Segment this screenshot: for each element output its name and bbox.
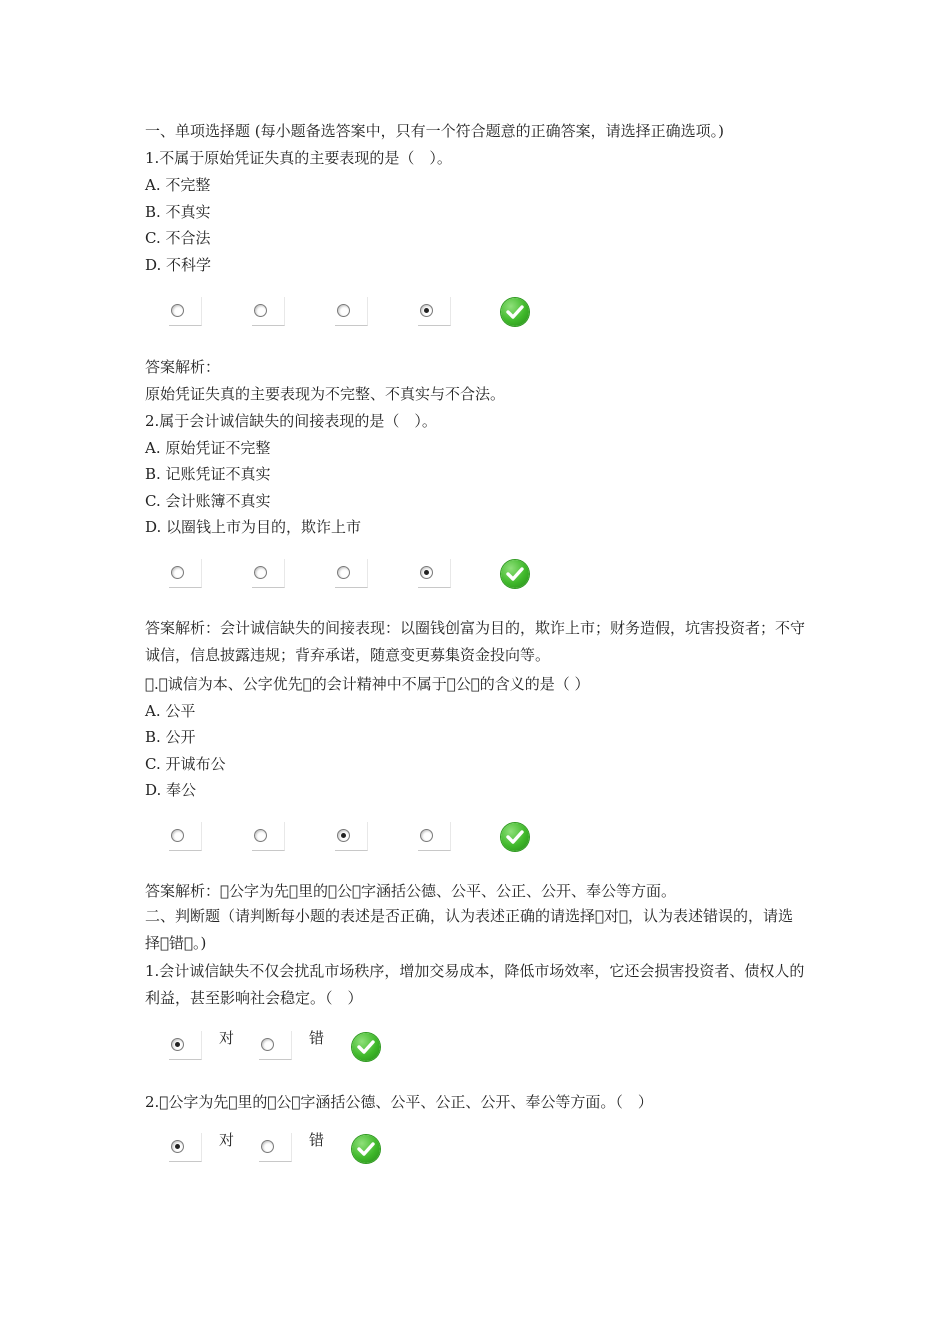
tf2-stem: 2. 公字为先 里的 公 字涵括公德、公平、公正、公开、奉公等方面。（ ） [145, 1093, 653, 1111]
q1-radio-c[interactable] [335, 297, 368, 326]
check-circle-icon [501, 823, 529, 851]
q1-explanation-label: 答案解析： [145, 358, 221, 376]
radio-button-icon [420, 304, 433, 317]
q2-explanation: 答案解析：会计诚信缺失的间接表现：以圈钱创富为目的，欺诈上市；财务造假，坑害投资者；不守诚信，信息披露违规；背弃承诺，随意变更募集资金投向等。 [145, 619, 806, 664]
radio-button-icon [254, 304, 267, 317]
radio-button-icon [337, 566, 350, 579]
q2-radio-c[interactable] [335, 559, 368, 588]
q1-radio-a[interactable] [169, 297, 202, 326]
q3-option-a: A. 公平 [145, 702, 196, 720]
q3-stem:  . 诚信为本、公字优先 的会计精神中不属于 公 的含义的是（ ） [145, 675, 590, 693]
q3-option-d: D. 奉公 [145, 781, 197, 799]
q1-radio-d[interactable] [418, 297, 451, 326]
q1-option-a: A. 不完整 [145, 176, 211, 194]
q3-option-b: B. 公开 [145, 728, 196, 746]
q1-option-c: C. 不合法 [145, 229, 211, 247]
tf1-stem: 1.会计诚信缺失不仅会扰乱市场秩序，增加交易成本，降低市场效率，它还会损害投资者、债权人的利益，甚至影响社会稳定。（ ） [145, 962, 805, 1007]
radio-button-icon [337, 304, 350, 317]
radio-button-icon [420, 566, 433, 579]
q2-answer-row [169, 559, 629, 595]
radio-button-icon [171, 1140, 184, 1153]
q3-explanation: 答案解析： 公字为先 里的 公 字涵括公德、公平、公正、公开、奉公等方面。 [145, 882, 677, 900]
q3-option-c: C. 开诚布公 [145, 755, 226, 773]
check-circle-icon [352, 1135, 380, 1163]
radio-button-icon [337, 829, 350, 842]
tf1-answer-row [169, 1027, 629, 1063]
q1-stem: 1.不属于原始凭证失真的主要表现的是（ ）。 [145, 149, 452, 167]
radio-button-icon [254, 829, 267, 842]
q3-radio-d[interactable] [418, 822, 451, 851]
section2-header: 二、判断题（请判断每小题的表述是否正确，认为表述正确的请选择 对 ，认为表述错误的，请选择 错 。) [145, 907, 794, 952]
q3-radio-b[interactable] [252, 822, 285, 851]
radio-button-icon [171, 1038, 184, 1051]
q2-radio-d[interactable] [418, 559, 451, 588]
q3-radio-c[interactable] [335, 822, 368, 851]
q2-stem: 2.属于会计诚信缺失的间接表现的是（ ）。 [145, 412, 437, 430]
check-circle-icon [501, 298, 529, 326]
q2-option-a: A. 原始凭证不完整 [145, 439, 271, 457]
tf1-radio-true[interactable] [169, 1031, 202, 1060]
section1-header: 一、单项选择题 (每小题备选答案中，只有一个符合题意的正确答案，请选择正确选项。) [145, 122, 724, 140]
check-circle-icon [501, 560, 529, 588]
q2-option-d: D. 以圈钱上市为目的，欺诈上市 [145, 518, 362, 536]
q1-radio-b[interactable] [252, 297, 285, 326]
tf2-answer-row [169, 1129, 629, 1165]
q2-option-b: B. 记账凭证不真实 [145, 465, 271, 483]
q1-answer-row [169, 297, 629, 333]
tf2-false-label: 错 [309, 1131, 325, 1149]
radio-button-icon [261, 1038, 274, 1051]
tf2-radio-true[interactable] [169, 1133, 202, 1162]
radio-button-icon [171, 304, 184, 317]
radio-button-icon [171, 566, 184, 579]
radio-button-icon [420, 829, 433, 842]
tf1-radio-false[interactable] [259, 1031, 292, 1060]
tf1-true-label: 对 [219, 1029, 235, 1047]
q1-option-b: B. 不真实 [145, 203, 211, 221]
radio-button-icon [171, 829, 184, 842]
q3-answer-row [169, 822, 629, 858]
radio-button-icon [261, 1140, 274, 1153]
tf2-radio-false[interactable] [259, 1133, 292, 1162]
tf1-false-label: 错 [309, 1029, 325, 1047]
q2-radio-a[interactable] [169, 559, 202, 588]
check-circle-icon [352, 1033, 380, 1061]
tf2-true-label: 对 [219, 1131, 235, 1149]
q3-radio-a[interactable] [169, 822, 202, 851]
q2-option-c: C. 会计账簿不真实 [145, 492, 271, 510]
radio-button-icon [254, 566, 267, 579]
q1-option-d: D. 不科学 [145, 256, 212, 274]
q2-radio-b[interactable] [252, 559, 285, 588]
q1-explanation: 原始凭证失真的主要表现为不完整、不真实与不合法。 [145, 385, 506, 403]
